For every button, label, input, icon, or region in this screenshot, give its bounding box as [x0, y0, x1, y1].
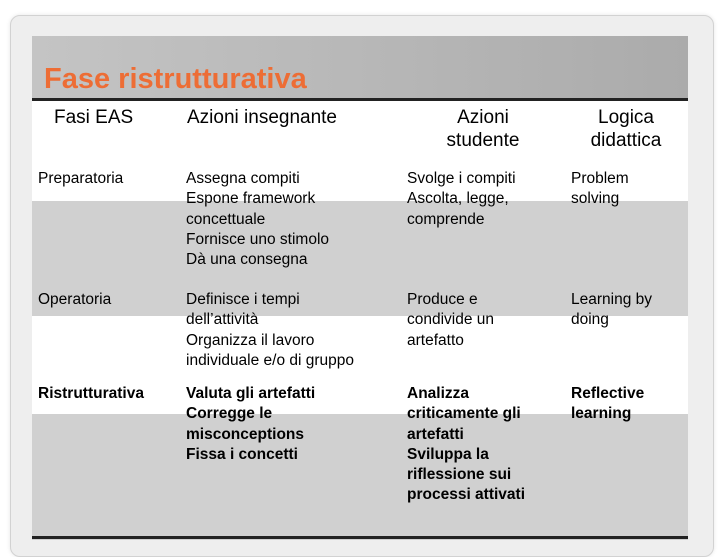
table-bottom-rule	[32, 536, 688, 539]
column-header-student-actions: Azioni studente	[446, 107, 520, 151]
cell-teacher-actions: Valuta gli artefatti Corregge le misconceptions Fissa i concetti	[186, 385, 316, 463]
cell-student-actions: Svolge i compiti Ascolta, legge, comprende	[407, 170, 516, 228]
title-band	[32, 36, 688, 98]
slide-title: Fase ristrutturativa	[44, 63, 307, 95]
cell-student-actions: Analizza criticamente gli artefatti Sviluppa la riflessione sui processi attivati	[407, 385, 526, 504]
slide-content	[32, 36, 688, 540]
cell-phase: Preparatoria	[38, 170, 124, 187]
cell-teacher-actions: Definisce i tempi dell’attività Organizza il lavoro individuale e/o di gruppo	[186, 291, 355, 369]
cell-phase: Ristrutturativa	[38, 385, 144, 402]
cell-teaching-logic: Reflective learning	[571, 385, 645, 423]
cell-teaching-logic: Problem solving	[571, 170, 629, 208]
column-header-phases: Fasi EAS	[54, 107, 134, 128]
cell-teaching-logic: Learning by doing	[571, 291, 653, 329]
cell-phase: Operatoria	[38, 291, 112, 308]
cell-teacher-actions: Assegna compiti Espone framework concettuale Fornisce uno stimolo Dà una consegna	[186, 170, 330, 269]
column-header-teaching-logic: Logica didattica	[590, 107, 662, 151]
column-header-teacher-actions: Azioni insegnante	[187, 107, 337, 128]
cell-student-actions: Produce e condivide un artefatto	[407, 291, 495, 349]
